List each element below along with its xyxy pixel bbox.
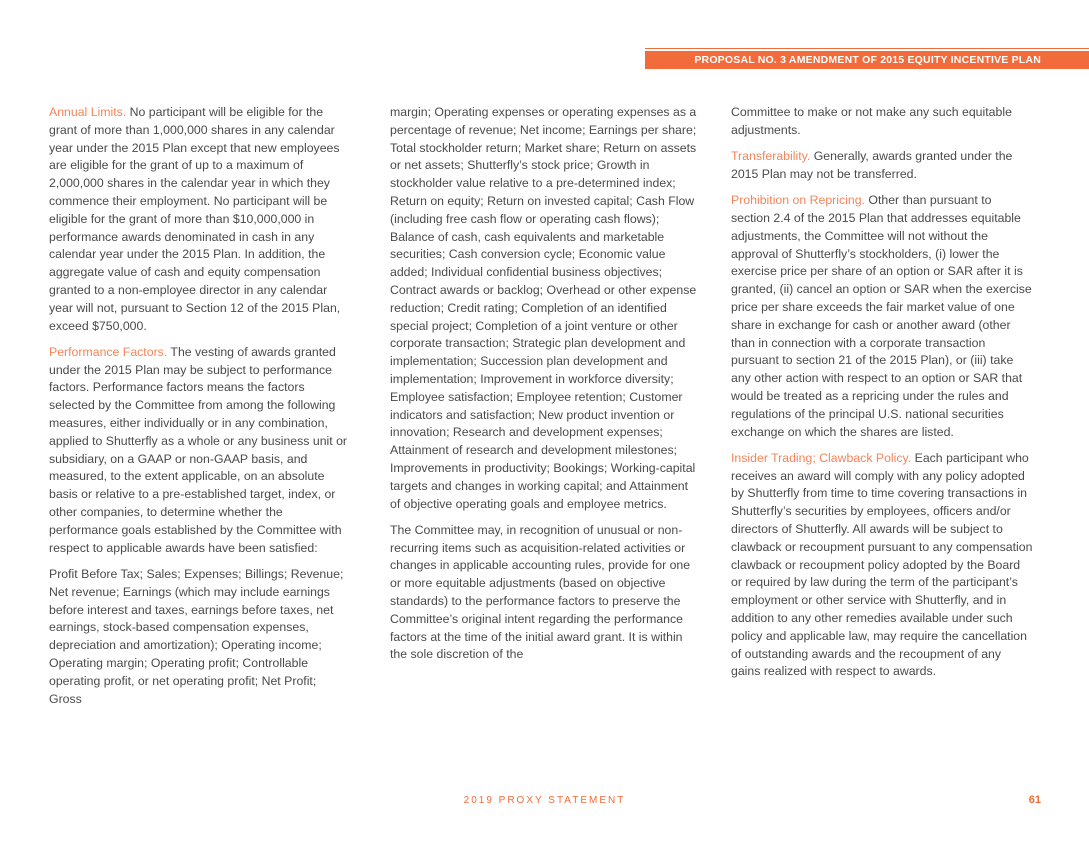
equitable-adjustments-paragraph: The Committee may, in recognition of unusual or non-recurring items such as acquisition-related activities or changes in applicable accounting rules, provide for one or more equitable adjustments (based on objective standards) to the performance factors to preserve the Committee’s original intent regarding the performance factors at the time of the initial award grant. It is within the sole discretion of the: [390, 522, 691, 662]
column-right: [731, 104, 1033, 690]
repricing-heading: Prohibition on Repricing.: [731, 193, 865, 208]
header-rule: [645, 48, 1089, 49]
repricing-text: Other than pursuant to section 2.4 of the 2015 Plan that addresses equitable adjustments, the Committee will not without the approval of Shutterfly’s stockholders, (i) lower the exercise price per share of an option or SAR after it is granted, (ii) cancel an option or SAR when the exercise price per share exceeds the fair market value of one share in exchange for cash or another award (other than in connection with a corporate transaction pursuant to section 21 of the 2015 Plan), or (iii) take any other action with respect to an option or SAR that would be treated as a repricing under the rules and regulations of the principal U.S. national securities exchange on which the shares are listed.: [731, 193, 1032, 439]
transferability-heading: Transferability.: [731, 149, 811, 164]
footer-title: 2019 PROXY STATEMENT: [463, 795, 626, 806]
transferability-paragraph: [731, 148, 1033, 184]
section-banner: PROPOSAL NO. 3 AMENDMENT OF 2015 EQUITY INCENTIVE PLAN: [645, 51, 1089, 69]
clawback-paragraph: [731, 450, 1033, 681]
repricing-paragraph: [731, 192, 1033, 441]
annual-limits-paragraph: [49, 104, 351, 335]
adjustments-continued: Committee to make or not make any such equitable adjustments.: [731, 105, 1012, 137]
page-number: 61: [1028, 794, 1041, 806]
measures-list-continued: margin; Operating expenses or operating expenses as a percentage of revenue; Net income; Earnings per share; Total stockholder return; Market share; Return on assets or net assets; Shutterfly’s stock price; Growth in stockholder value relative to a pre-determined index; Return on equity; Return on invested capital; Cash Flow (including free cash flow or operating cash flows); Balance of cash, cash equivalents and marketable securities; Cash conversion cycle; Economic value added; Individual confidential business objectives; Contract awards or backlog; Overhead or other expense reduction; Credit rating; Completion of an identified special project; Completion of a joint venture or other corporate transaction; Strategic plan development and implementation; Succession plan development and implementation; Improvement in workforce diversity; Employee satisfaction; Employee retention; Customer indicators and satisfaction; New product invention or innovation; Research and development expenses; Attainment of research and development milestones; Improvements in productivity; Bookings; Working-capital targets and changes in working capital; and Attainment of objective operating goals and employee metrics.: [390, 105, 697, 511]
performance-factors-paragraph: [49, 344, 351, 558]
performance-factors-text: The vesting of awards granted under the 2015 Plan may be subject to performance factors. Performance factors means the factors selected by the Committee from among the following measures, either individually or in any combination, applied to Shutterfly as a whole or any business unit or subsidiary, on a GAAP or non-GAAP basis, and measured, to the extent applicable, on an absolute basis or relative to a pre-established target, index, or other companies, to determine whether the performance goals established by the Committee with respect to applicable awards have been satisfied:: [49, 344, 348, 555]
column-left: [49, 104, 351, 717]
transferability-text: Generally, awards granted under the 2015 Plan may not be transferred.: [731, 149, 1013, 181]
clawback-text: Each participant who receives an award will comply with any policy adopted by Shutterfly from time to time covering transactions in Shutterfly’s securities by employees, officers and/or directors of Shutterfly. All awards will be subject to clawback or recoupment pursuant to any compensation clawback or recoupment policy adopted by the Board or required by law during the term of the participant’s employment or other service with Shutterfly, and in addition to any other remedies available under such policy and applicable law, may require the cancellation of outstanding awards and the recoupment of any gains realized with respect to awards.: [731, 450, 1033, 679]
annual-limits-heading: Annual Limits.: [49, 105, 127, 119]
clawback-heading: Insider Trading; Clawback Policy.: [731, 450, 912, 465]
measures-list-paragraph: Profit Before Tax; Sales; Expenses; Billings; Revenue; Net revenue; Earnings (which may include earnings before interest and taxes, earnings before taxes, net earnings, stock-based compensation expenses, depreciation and amortization); Operating income; Operating margin; Operating profit; Controllable operating profit, or net operating profit; Net Profit; Gross: [49, 566, 344, 706]
performance-factors-heading: Performance Factors.: [49, 344, 168, 359]
column-middle: [390, 104, 700, 673]
annual-limits-text: No participant will be eligible for the grant of more than 1,000,000 shares in any calendar year under the 2015 Plan except that new employees are eligible for the grant of up to a maximum of 2,000,000 shares in the calendar year in which they commence their employment. No participant will be eligible for the grant of more than $10,000,000 in performance awards denominated in cash in any calendar year under the 2015 Plan. In addition, the aggregate value of cash and equity compensation granted to a non-employee director in any calendar year will not, pursuant to Section 12 of the 2015 Plan, exceed $750,000.: [49, 105, 341, 333]
